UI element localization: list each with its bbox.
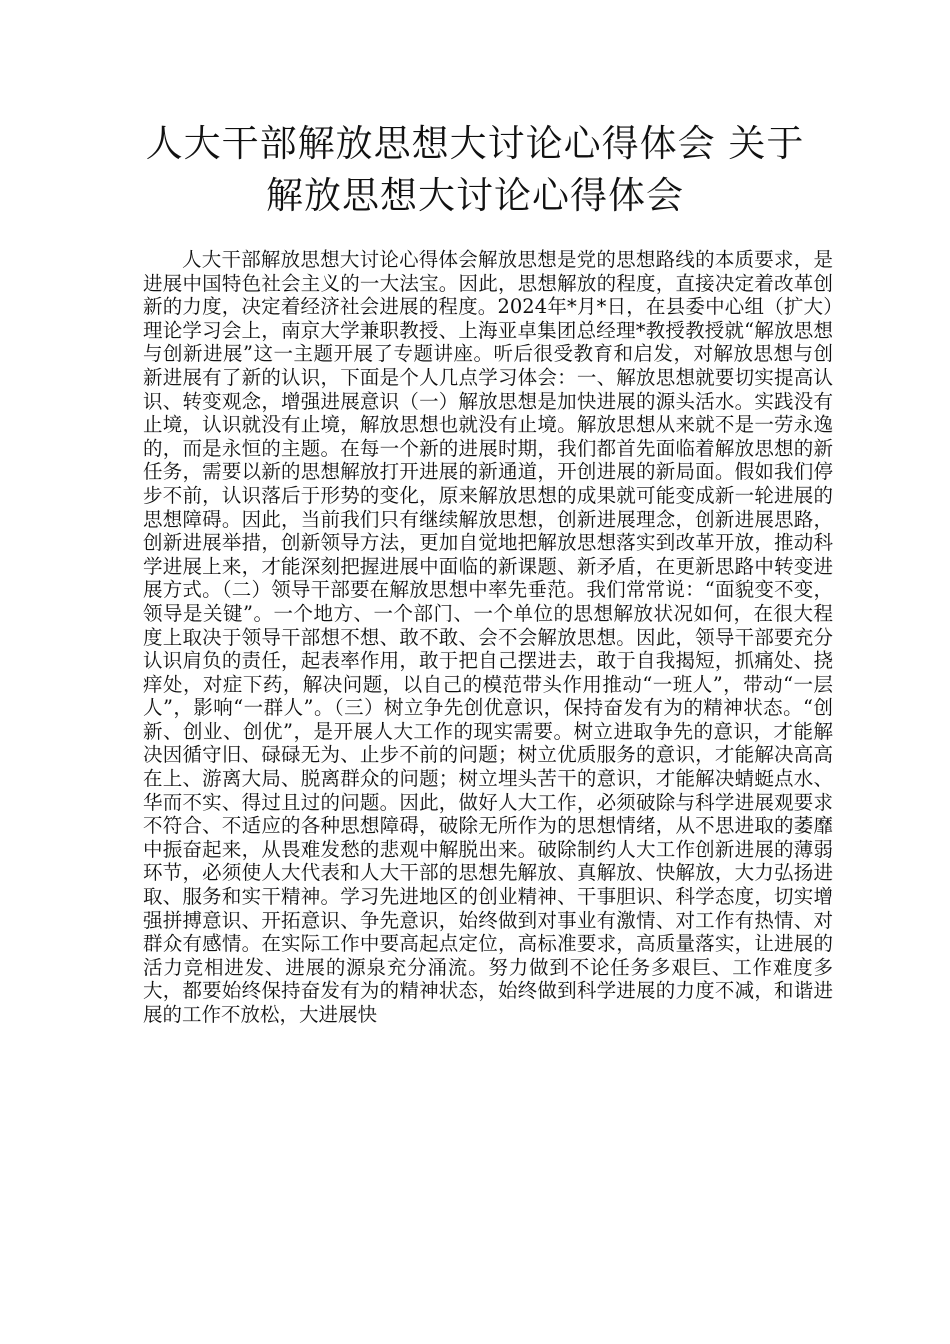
document-title: 人大干部解放思想大讨论心得体会 关于解放思想大讨论心得体会: [145, 122, 805, 217]
document-body: 人大干部解放思想大讨论心得体会解放思想是党的思想路线的本质要求，是进展中国特色社会主义的一大法宝。因此，思想解放的程度，直接决定着改革创新的力度，决定着经济社会进展的程度。2024年*月*日，在县委中心组（扩大）理论学习会上，南京大学兼职教授、上海亚卓集团总经理*教授教授就“解放思想与创新进展”这一主题开展了专题讲座。听后很受教育和启发，对解放思想与创新进展有了新的认识，下面是个人几点学习体会：一、解放思想就要切实提高认识、转变观念，增强进展意识（一）解放思想是加快进展的源头活水。实践没有止境，认识就没有止境，解放思想也就没有止境。解放思想从来就不是一劳永逸的，而是永恒的主题。在每一个新的进展时期，我们都首先面临着解放思想的新任务，需要以新的思想解放打开进展的新通道，开创进展的新局面。假如我们停步不前，认识落后于形势的变化，原来解放思想的成果就可能变成新一轮进展的思想障碍。因此，当前我们只有继续解放思想，创新进展理念，创新进展思路，创新进展举措，创新领导方法，更加自觉地把解放思想落实到改革开放，推动科学进展上来，才能深刻把握进展中面临的新课题、新矛盾，在更新思路中转变进展方式。（二）领导干部要在解放思想中率先垂范。我们常常说：“面貌变不变，领导是关键”。一个地方、一个部门、一个单位的思想解放状况如何，在很大程度上取决于领导干部想不想、敢不敢、会不会解放思想。因此，领导干部要充分认识肩负的责任，起表率作用，敢于把自己摆进去，敢于自我揭短，抓痛处、挠痒处，对症下药，解决问题，以自己的模范带头作用推动“一班人”，带动“一层人”，影响“一群人”。（三）树立争先创优意识，保持奋发有为的精神状态。“创新、创业、创优”，是开展人大工作的现实需要。树立进取争先的意识，才能解决因循守旧、碌碌无为、止步不前的问题；树立优质服务的意识，才能解决高高在上、游离大局、脱离群众的问题；树立埋头苦干的意识，才能解决蜻蜓点水、华而不实、得过且过的问题。因此，做好人大工作，必须破除与科学进展观要求不符合、不适应的各种思想障碍，破除无所作为的思想情绪，从不思进取的萎靡中振奋起来，从畏难发愁的悲观中解脱出来。破除制约人大工作创新进展的薄弱环节，必须使人大代表和人大干部的思想先解放、真解放、快解放，大力弘扬进取、服务和实干精神。学习先进地区的创业精神、干事胆识、科学态度，切实增强拼搏意识、开拓意识、争先意识，始终做到对事业有激情、对工作有热情、对群众有感情。在实际工作中要高起点定位，高标准要求，高质量落实，让进展的活力竞相进发、进展的源泉充分涌流。努力做到不论任务多艰巨、工作难度多大，都要始终保持奋发有为的精神状态，始终做到科学进展的力度不减，和谐进展的工作不放松，大进展快: [143, 248, 833, 1026]
